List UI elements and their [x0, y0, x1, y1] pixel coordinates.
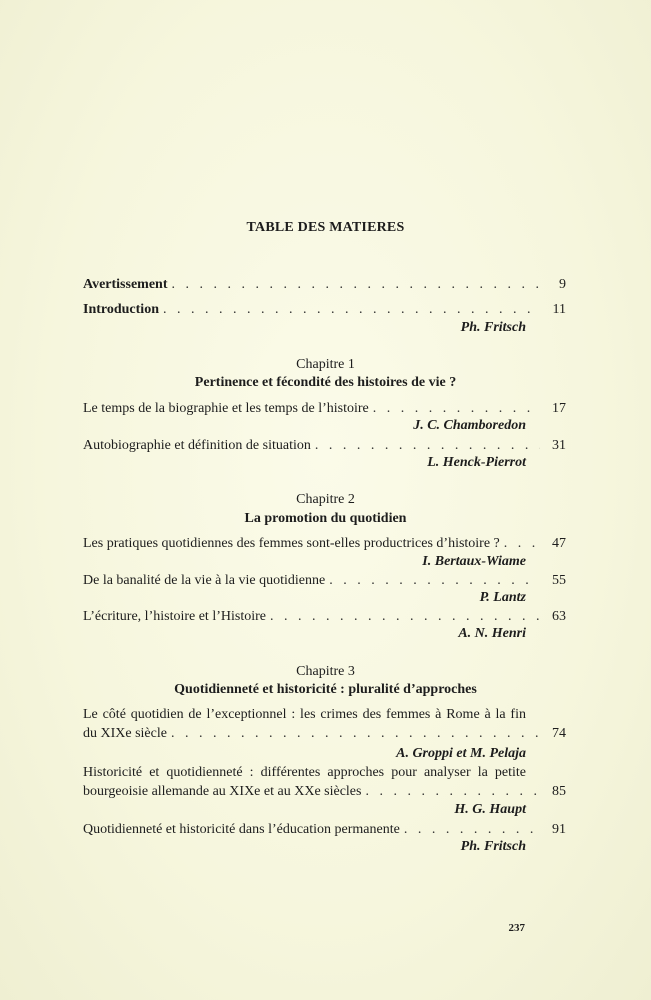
- entry-title: Les pratiques quotidiennes des femmes sont-elles productrices d’histoire ?: [83, 536, 500, 551]
- entry-page: 47: [552, 536, 566, 551]
- toc-entry: [83, 608, 566, 625]
- toc-entry: [83, 572, 566, 589]
- leader-dots: [365, 783, 540, 800]
- entry-title-line1: Le côté quotidien de l’exceptionnel : les crimes des femmes à Rome à la fin: [83, 707, 526, 722]
- leader-dots: [171, 725, 540, 742]
- entry-author: Ph. Fritsch: [460, 839, 526, 854]
- entry-page: 9: [559, 277, 566, 292]
- entry-author: Ph. Fritsch: [460, 320, 526, 335]
- entry-title-line1: Historicité et quotidienneté : différentes approches pour analyser la petite: [83, 765, 526, 780]
- entry-title: Avertissement: [83, 277, 168, 292]
- toc-entry: [83, 437, 566, 454]
- leader-dots: [504, 535, 540, 552]
- page-number: 237: [508, 922, 525, 934]
- entry-page: 31: [552, 438, 566, 453]
- leader-dots: [315, 437, 540, 454]
- entry-author: A. Groppi et M. Pelaja: [396, 746, 526, 761]
- chapter-subtitle: Pertinence et fécondité des histoires de vie ?: [194, 375, 457, 390]
- entry-title: du XIXe siècle: [83, 726, 167, 741]
- entry-title: Introduction: [83, 302, 159, 317]
- toc-entry: [83, 400, 566, 417]
- entry-author: P. Lantz: [479, 590, 526, 605]
- chapter-heading: Chapitre 3: [296, 664, 355, 679]
- leader-dots: [172, 276, 541, 293]
- entry-title: L’écriture, l’histoire et l’Histoire: [83, 609, 266, 624]
- leader-dots: [329, 572, 540, 589]
- entry-title: bourgeoisie allemande au XIXe et au XXe siècles: [83, 784, 362, 799]
- entry-title: Quotidienneté et historicité dans l’éducation permanente: [83, 822, 400, 837]
- entry-page: 85: [552, 784, 566, 799]
- toc-entry-avertissement: [83, 276, 566, 293]
- entry-author: J. C. Chamboredon: [413, 418, 526, 433]
- leader-dots: [163, 301, 540, 318]
- entry-title: Le temps de la biographie et les temps de l’histoire: [83, 401, 369, 416]
- entry-page: 11: [552, 302, 566, 317]
- entry-title: Autobiographie et définition de situation: [83, 438, 311, 453]
- page-title: TABLE DES MATIERES: [246, 220, 405, 235]
- chapter-subtitle: La promotion du quotidien: [244, 511, 407, 526]
- chapter-heading: Chapitre 1: [296, 357, 355, 372]
- entry-author: H. G. Haupt: [454, 802, 526, 817]
- leader-dots: [270, 608, 540, 625]
- toc-entry: [83, 535, 566, 552]
- entry-author: L. Henck-Pierrot: [427, 455, 526, 470]
- toc-entry: [83, 725, 566, 742]
- toc-entry: [83, 783, 566, 800]
- entry-page: 55: [552, 573, 566, 588]
- chapter-subtitle: Quotidienneté et historicité : pluralité d’approches: [174, 682, 477, 697]
- leader-dots: [404, 821, 540, 838]
- entry-page: 17: [552, 401, 566, 416]
- chapter-heading: Chapitre 2: [296, 492, 355, 507]
- entry-page: 91: [552, 822, 566, 837]
- entry-author: I. Bertaux-Wiame: [422, 554, 526, 569]
- entry-page: 63: [552, 609, 566, 624]
- toc-entry: [83, 821, 566, 838]
- leader-dots: [373, 400, 540, 417]
- entry-page: 74: [552, 726, 566, 741]
- entry-author: A. N. Henri: [458, 626, 526, 641]
- entry-title: De la banalité de la vie à la vie quotidienne: [83, 573, 326, 588]
- toc-entry-introduction: [83, 301, 566, 318]
